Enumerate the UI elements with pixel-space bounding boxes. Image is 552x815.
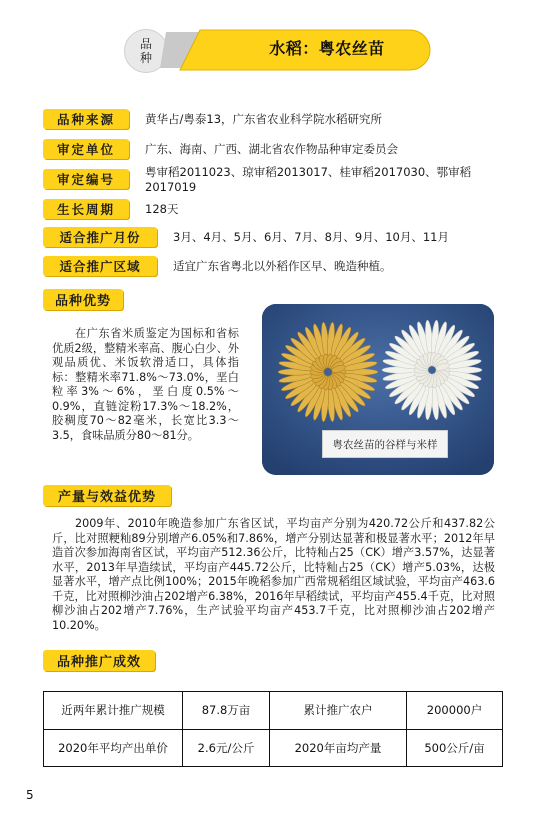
value-approval-unit: 广东、海南、广西、湖北省农作物品种审定委员会	[145, 142, 398, 156]
section-heading-advantage: 品种优势	[43, 289, 123, 310]
table-row	[44, 692, 503, 730]
table-cell: 2.6元/公斤	[183, 729, 270, 767]
page-number: 5	[26, 788, 34, 802]
label-suitable-months: 适合推广月份	[43, 227, 157, 247]
table-cell: 500公斤/亩	[407, 729, 503, 767]
label-growth-cycle: 生长周期	[43, 199, 129, 219]
advantage-text: 在广东省米质鉴定为国标和省标优质2级，整精米率高、腹心白少、外观品质优、米饭软滑适口，具体指标：整精米率71.8%～73.0%，垩白粒率3%～6%，垩白度0.5%～0.9%，直链淀粉17.3%～18.2%，胶稠度70～82毫米，长宽比3.3～3.5，食味品质分80～81分。	[52, 327, 239, 442]
results-table	[43, 691, 503, 767]
section-heading-results: 品种推广成效	[43, 650, 155, 671]
page-title: 水稻：粤农丝苗	[269, 39, 385, 58]
value-suitable-region: 适宜广东省粤北以外稻作区早、晚造种植。	[173, 259, 392, 273]
label-suitable-region: 适合推广区域	[43, 256, 157, 276]
value-approval-number-line2: 2017019	[145, 180, 197, 194]
label-approval-number: 审定编号	[43, 169, 129, 189]
badge-char-1: 品	[139, 37, 152, 51]
badge-char-2: 种	[139, 51, 152, 65]
table-row	[44, 729, 503, 767]
section-heading-yield: 产量与效益优势	[43, 485, 171, 506]
yield-text: 2009年、2010年晚造参加广东省区试，平均亩产分别为420.72公斤和437.82公斤，比对照粳籼89分别增产6.05%和7.86%，增产分别达显著和极显著水平；2012年早造首次参加海南省区试，平均亩产512.36公斤，比特籼占25（CK）增产3.57%，达显著水平，2013年早造续试，平均亩产445.72公斤，比特籼占25（CK）增产5.03%，达极显著水平，增产点比例100%；2015年晚稻参加广西常规稻组区域试验，平均亩产463.6千克，比对照柳沙油占202增产6.38%，2016年早稻续试，平均亩产455.4千克，比对照柳沙油占202增产7.76%，生产试验平均亩产453.7千克，比对照柳沙油占202增产10.20%。	[52, 517, 495, 632]
table-cell: 87.8万亩	[183, 692, 270, 730]
label-approval-unit: 审定单位	[43, 139, 129, 159]
photo-caption: 粤农丝苗的谷样与米样	[322, 430, 448, 458]
table-cell: 累计推广农户	[270, 692, 407, 730]
label-variety-source: 品种来源	[43, 109, 129, 129]
table-cell: 2020年平均产出单价	[44, 729, 183, 767]
rice-sample-photo	[262, 304, 494, 475]
table-cell: 2020年亩均产量	[270, 729, 407, 767]
value-variety-source: 黄华占/粤泰13，广东省农业科学院水稻研究所	[145, 112, 383, 126]
table-cell: 近两年累计推广规模	[44, 692, 183, 730]
table-cell: 200000户	[407, 692, 503, 730]
value-suitable-months: 3月、4月、5月、6月、7月、8月、9月、10月、11月	[173, 230, 449, 244]
value-approval-number-line1: 粤审稻2011023、琼审稻2013017、桂审稻2017030、鄂审稻	[145, 165, 472, 179]
value-approval-number	[145, 165, 471, 195]
value-growth-cycle: 128天	[145, 202, 179, 216]
